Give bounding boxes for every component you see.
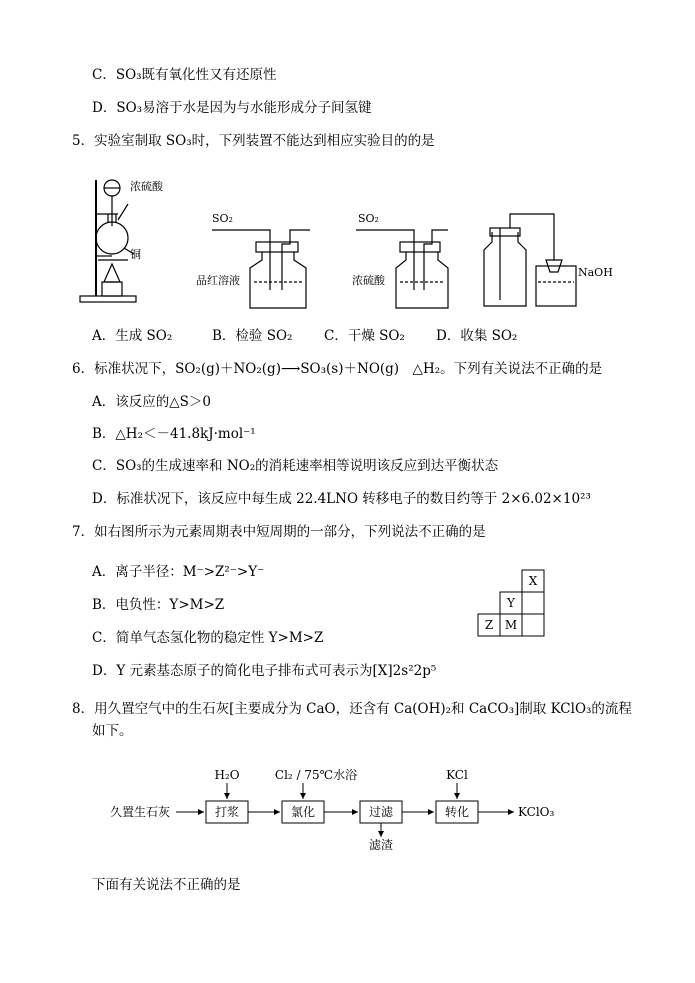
question-6: 6．标准状况下，SO₂(g)＋NO₂(g)⟶SO₃(s)＋NO(g) △H₂。下列有关说法不正确的是 [72, 361, 603, 377]
q7-option-b: B．电负性：Y>M>Z [92, 597, 225, 613]
bottle-c-stopper [400, 242, 440, 252]
option-d-prev: D．SO₃易溶于水是因为与水能形成分子间氢键 [92, 100, 372, 116]
alcohol-lamp-flame [104, 264, 120, 282]
flow-start: 久置生石灰 [110, 805, 171, 819]
label-conc-acid-c: 浓硫酸 [352, 274, 385, 287]
question-5: 5．实验室制取 SO₃时，下列装置不能达到相应实验目的的是 [72, 133, 435, 149]
q8-flow-diagram [0, 765, 695, 855]
q5-option-d: D．收集 SO₂ [436, 328, 518, 344]
cell-x: X [528, 574, 538, 588]
flow-output-residue: 滤渣 [368, 838, 394, 852]
label-copper: 铜 [130, 248, 141, 261]
bottle-b [250, 252, 306, 308]
q6-option-a: A．该反应的△S＞0 [92, 394, 211, 410]
flow-step3: 过滤 [368, 805, 394, 819]
q5-options [92, 324, 517, 344]
question-8-line2: 如下。 [92, 723, 133, 739]
label-naoh: NaOH [578, 266, 613, 279]
q6-option-d: D．标准状况下，该反应中每生成 22.4LNO 转移电子的数目约等于 2×6.02×10²³ [92, 491, 591, 507]
q6-option-c: C．SO₃的生成速率和 NO₂的消耗速率相等说明该反应到达平衡状态 [92, 458, 499, 474]
bottle-d [484, 232, 526, 306]
label-pinhong: 品红溶液 [196, 274, 240, 287]
stand-base [80, 296, 136, 302]
flow-step1: 打浆 [214, 805, 240, 819]
flow-end: KClO₃ [518, 805, 555, 819]
alcohol-lamp [102, 282, 122, 296]
flow-input-water: H₂O [214, 768, 240, 782]
cell-z: Z [484, 618, 494, 632]
q8-after-text: 下面有关说法不正确的是 [92, 877, 241, 893]
cell-y: Y [507, 596, 515, 610]
q5-apparatus-diagram [0, 170, 695, 310]
label-conc-acid-top: 浓硫酸 [130, 180, 163, 193]
q7-option-d: D．Y 元素基态原子的简化电子排布式可表示为[X]2s²2p⁵ [92, 663, 437, 679]
bottle-b-stopper [256, 242, 298, 252]
label-so2-b: SO₂ [212, 212, 233, 225]
q5-option-a: A．生成 SO₂ [92, 328, 173, 344]
flow-step4: 转化 [444, 805, 470, 819]
question-7: 7．如右图所示为元素周期表中短周期的一部分，下列说法不正确的是 [72, 524, 486, 540]
flow-input-chlorine: Cl₂ / 75℃水浴 [274, 768, 358, 782]
periodic-table-fragment [474, 570, 546, 638]
question-8-line1: 8．用久置空气中的生石灰[主要成分为 CaO，还含有 Ca(OH)₂和 CaCO₃]制取 KClO₃的流程 [72, 701, 632, 717]
cell-m: M [504, 618, 518, 632]
q5-option-c: C．干燥 SO₂ [324, 328, 405, 344]
flow-input-kcl: KCl [446, 768, 468, 782]
option-c-prev: C．SO₃既有氧化性又有还原性 [92, 67, 277, 83]
bottle-c [396, 252, 448, 308]
label-so2-c: SO₂ [358, 212, 379, 225]
flow-step2: 氯化 [290, 805, 316, 819]
q5-option-b: B．检验 SO₂ [212, 328, 293, 344]
round-flask [96, 222, 128, 254]
q7-option-a: A．离子半径：M⁻>Z²⁻>Y⁻ [92, 564, 265, 580]
q7-option-c: C．简单气态氢化物的稳定性 Y>M>Z [92, 630, 324, 646]
q6-option-b: B．△H₂＜－41.8kJ·mol⁻¹ [92, 426, 256, 442]
